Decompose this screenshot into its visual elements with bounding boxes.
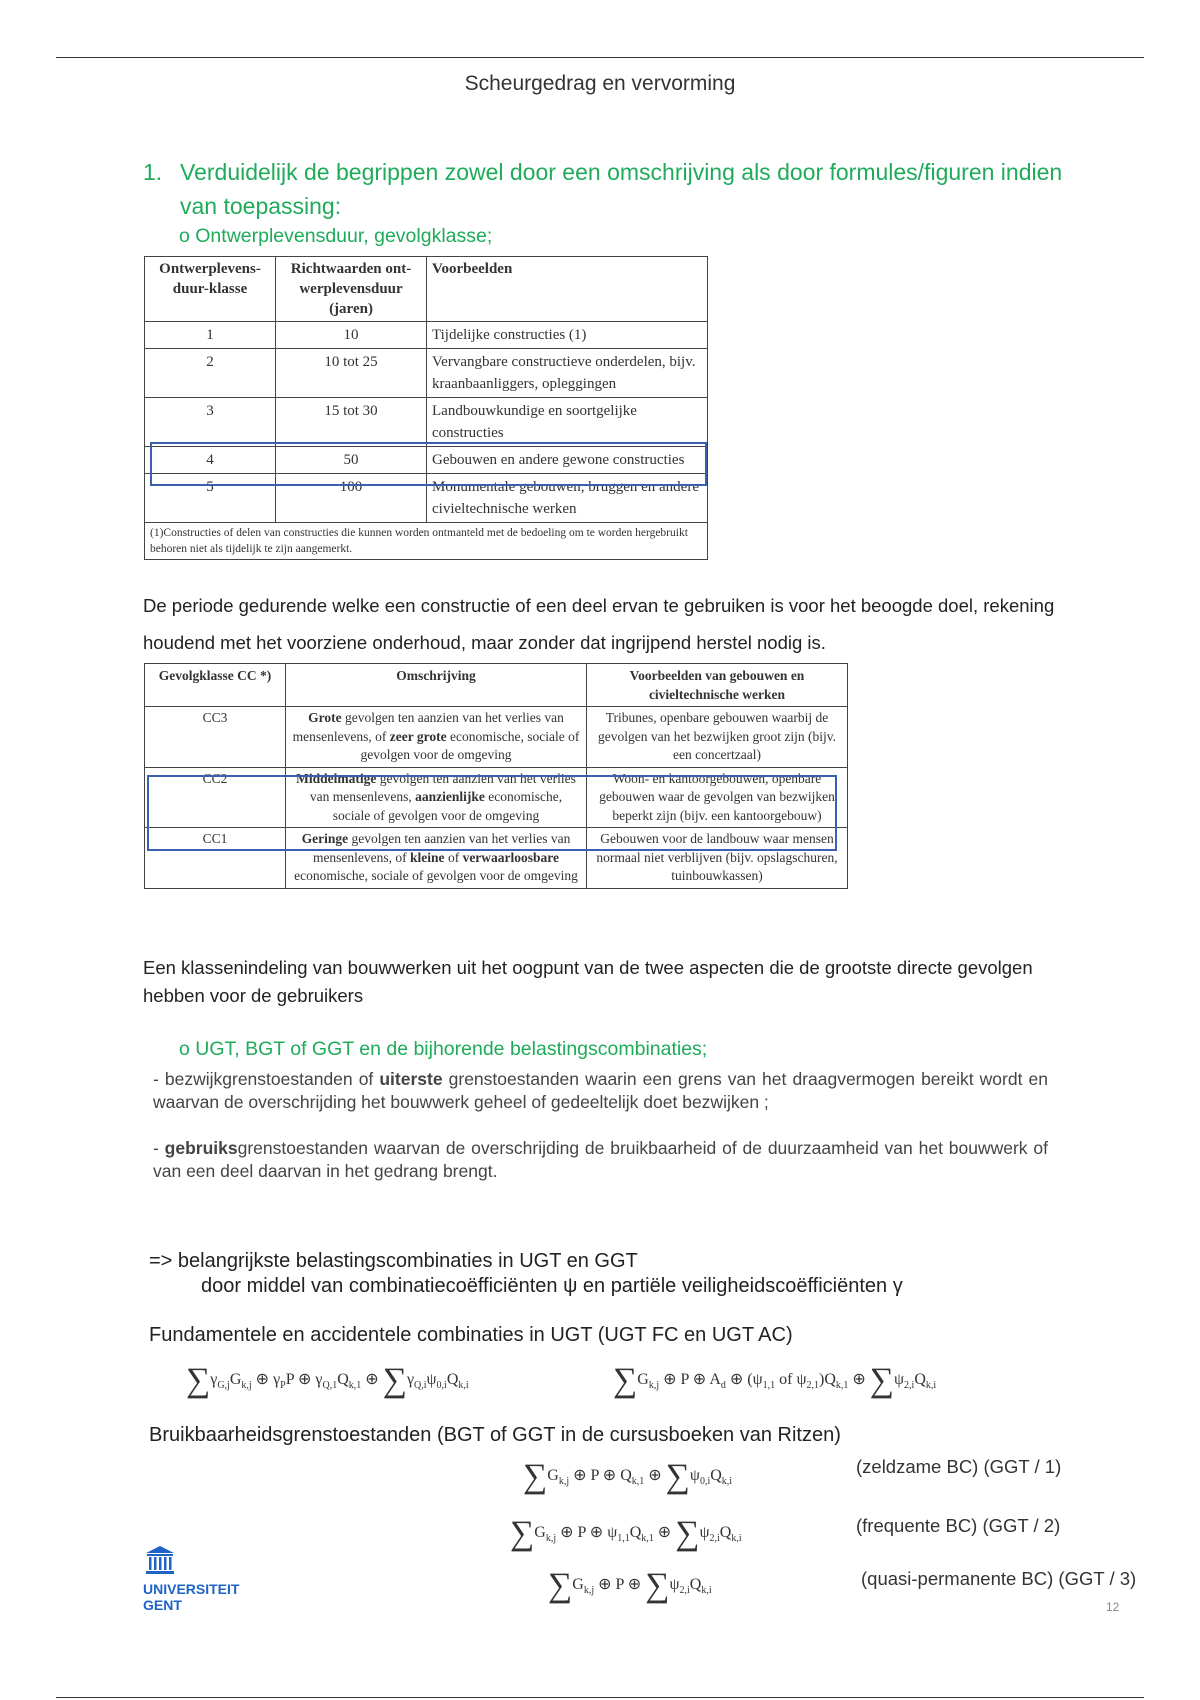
bold-text: verwaarloosbare <box>462 849 560 865</box>
logo-line2: GENT <box>143 1597 182 1613</box>
paragraph-design-life-definition: De periode gedurende welke een constructie of een deel ervan te gebruiken is voor het beoogde doel, rekening houdend met het voorziene onderhoud, maar zonder dat ingrijpend herstel nodig is. <box>143 595 1055 653</box>
table-cell: CC3 <box>145 707 286 768</box>
question-text: Verduidelijk de begrippen zowel door een omschrijving als door formules/figuren indien van toepassing: <box>180 159 1063 219</box>
sls-heading: Bruikbaarheidsgrenstoestanden (BGT of GGT in de cursusboeken van Ritzen) <box>149 1424 841 1446</box>
column-header: Gevolgklasse CC *) <box>145 664 286 707</box>
formula-sls-frequent: $\sum G_{k,j}$ ⊕ P ⊕ $\psi_{1,1}Q_{k,1}$ ⊕ $\sum\psi_{2,i}Q_{k,i}$ <box>510 1515 742 1552</box>
table-header-row <box>145 664 848 707</box>
table-cell: Gebouwen voor de landbouw waar mensen normaal niet verblijven (bijv. opslagschuren, tuinbouwkassen) <box>587 828 848 889</box>
table-cell: Monumentale gebouwen, bruggen en andere civieltechnische werken <box>427 474 708 523</box>
limit-state-sls <box>153 1137 1048 1183</box>
table-cell: 15 tot 30 <box>276 398 427 447</box>
cell-text: of <box>444 849 463 865</box>
uls-heading: Fundamentele en accidentele combinaties in UGT (UGT FC en UGT AC) <box>149 1324 793 1346</box>
sls-label-frequent: (frequente BC) (GGT / 2) <box>856 1515 1061 1536</box>
table-footnote-row <box>145 523 708 560</box>
highlight-box <box>150 442 707 486</box>
table-cell: Gebouwen en andere gewone constructies <box>427 447 708 474</box>
table-cell: 100 <box>276 474 427 523</box>
table-cell: 2 <box>145 349 276 398</box>
limit-state-uls <box>153 1068 1048 1114</box>
table-cell: Tijdelijke constructies (1) <box>427 322 708 349</box>
formula-sls-quasi-permanent: $\sum G_{k,j}$ ⊕ P ⊕ $\sum\psi_{2,i}Q_{k,i}$ <box>548 1567 712 1604</box>
page-header: Scheurgedrag en vervorming <box>464 72 736 95</box>
page-number: 12 <box>1106 1600 1120 1614</box>
table-header-row <box>145 257 708 322</box>
column-header: Omschrijving <box>286 664 587 707</box>
combination-intro-line2: door middel van combinatiecoëfficiënten ψ en partiële veiligheidscoëfficiënten γ <box>201 1275 903 1297</box>
cell-text: economische, sociale of gevolgen voor de omgeving <box>360 728 580 762</box>
sls-rest: grenstoestanden waarvan de overschrijding de bruikbaarheid of de duurzaamheid van het bouwwerk of van een deel daarvan in het gedrang brengt. <box>153 1138 1048 1181</box>
table-cell: 3 <box>145 398 276 447</box>
table-footnote: (1)Constructies of delen van constructies die kunnen worden ontmanteld met de bedoeling om te worden hergebruikt behoren niet als tijdelijk te zijn aangemerkt. <box>145 523 708 560</box>
sls-bold: gebruiks <box>164 1138 238 1158</box>
cell-text: gevolgen ten aanzien van het verlies van mensenlevens, of <box>312 831 571 865</box>
table-cell: CC1 <box>145 828 286 889</box>
university-logo <box>143 1545 239 1613</box>
cell-text: gevolgen ten aanzien van het verlies van mensenlevens, of <box>292 710 564 744</box>
column-header: Ontwerplevens-duur-klasse <box>145 257 276 322</box>
building-icon <box>145 1545 175 1577</box>
column-header: Voorbeelden <box>427 257 708 322</box>
sls-label-rare: (zeldzame BC) (GGT / 1) <box>856 1456 1062 1477</box>
cell-text: gevolgen ten aanzien van het verlies van mensenlevens, <box>309 770 576 804</box>
table-cell: Landbouwkundige en soortgelijke constructies <box>427 398 708 447</box>
table-cell: CC2 <box>145 767 286 828</box>
table-cell: 50 <box>276 447 427 474</box>
table-cell: Vervangbare constructieve onderdelen, bijv. kraanbaanliggers, opleggingen <box>427 349 708 398</box>
uls-rest: grenstoestanden waarin een grens van het draagvermogen bereikt wordt en waarvan de overschrijding het bouwwerk geheel of gedeeltelijk doet bezwijken ; <box>153 1069 1048 1112</box>
bold-text: Middelmatige <box>296 770 377 786</box>
logo-line1: UNIVERSITEIT <box>143 1581 240 1597</box>
table-cell <box>286 707 587 768</box>
bold-text: zeer grote <box>389 728 447 744</box>
table-row <box>145 707 848 768</box>
highlight-box <box>147 775 837 851</box>
table-cell: 1 <box>145 322 276 349</box>
bold-text: Geringe <box>301 831 349 846</box>
design-life-table <box>144 256 708 560</box>
table-cell: Woon- en kantoorgebouwen, openbare gebouwen waar de gevolgen van bezwijken beperkt zijn (bijv. een kantoorgebouw) <box>587 767 848 828</box>
subheading-limit-states: o UGT, BGT of GGT en de bijhorende belastingscombinaties; <box>179 1038 708 1060</box>
top-rule <box>56 57 1144 58</box>
formula-uls-fundamental: $\sum\gamma_{G,j}G_{k,j}$ ⊕ $\gamma_PP$ ⊕ $\gamma_{Q,1}Q_{k,1}$ ⊕ $\sum\gamma_{Q,i}\psi_{0,i}Q_{k,i}$ <box>186 1362 469 1399</box>
table-cell: 10 <box>276 322 427 349</box>
table-cell: 10 tot 25 <box>276 349 427 398</box>
table-row <box>145 322 708 349</box>
sls-prefix: - <box>153 1138 165 1158</box>
column-header: Richtwaarden ont-werplevensduur (jaren) <box>276 257 427 322</box>
cell-text: economische, sociale of gevolgen voor de omgeving <box>294 868 578 883</box>
bold-text: Grote <box>308 710 342 725</box>
bold-text: aanzienlijke <box>415 789 485 804</box>
table-cell: Tribunes, openbare gebouwen waarbij de gevolgen van het bezwijken groot zijn (bijv. een concertzaal) <box>587 707 848 768</box>
formula-uls-accidental: $\sum G_{k,j}$ ⊕ P ⊕ $A_d$ ⊕ ($\psi_{1,1}$ of $\psi_{2,1})Q_{k,1}$ ⊕ $\sum\psi_{2,i}Q_{k,i}$ <box>613 1362 937 1399</box>
combination-intro-line1: => belangrijkste belastingscombinaties in UGT en GGT <box>149 1250 638 1272</box>
sls-label-quasi-permanent: (quasi-permanente BC) (GGT / 3) <box>861 1568 1137 1589</box>
uls-prefix: - bezwijkgrenstoestanden of <box>153 1069 380 1089</box>
table-row <box>145 349 708 398</box>
uls-bold: uiterste <box>379 1069 443 1089</box>
cell-text: economische, sociale of gevolgen voor de omgeving <box>332 789 563 823</box>
bold-text: kleine <box>410 849 445 865</box>
formula-sls-rare: $\sum G_{k,j}$ ⊕ P ⊕ $Q_{k,1}$ ⊕ $\sum\psi_{0,i}Q_{k,i}$ <box>523 1458 733 1495</box>
paragraph-consequence-class-definition: Een klassenindeling van bouwwerken uit het oogpunt van de twee aspecten die de grootste directe gevolgen hebben voor de gebruikers <box>143 957 1033 1006</box>
subheading-design-life: o Ontwerplevensduur, gevolgklasse; <box>179 225 493 247</box>
column-header: Voorbeelden van gebouwen en civieltechnische werken <box>587 664 848 707</box>
table-row <box>145 398 708 447</box>
question-number: 1. <box>143 159 163 185</box>
table-cell: 5 <box>145 474 276 523</box>
bottom-rule <box>56 1697 1144 1698</box>
table-cell: 4 <box>145 447 276 474</box>
